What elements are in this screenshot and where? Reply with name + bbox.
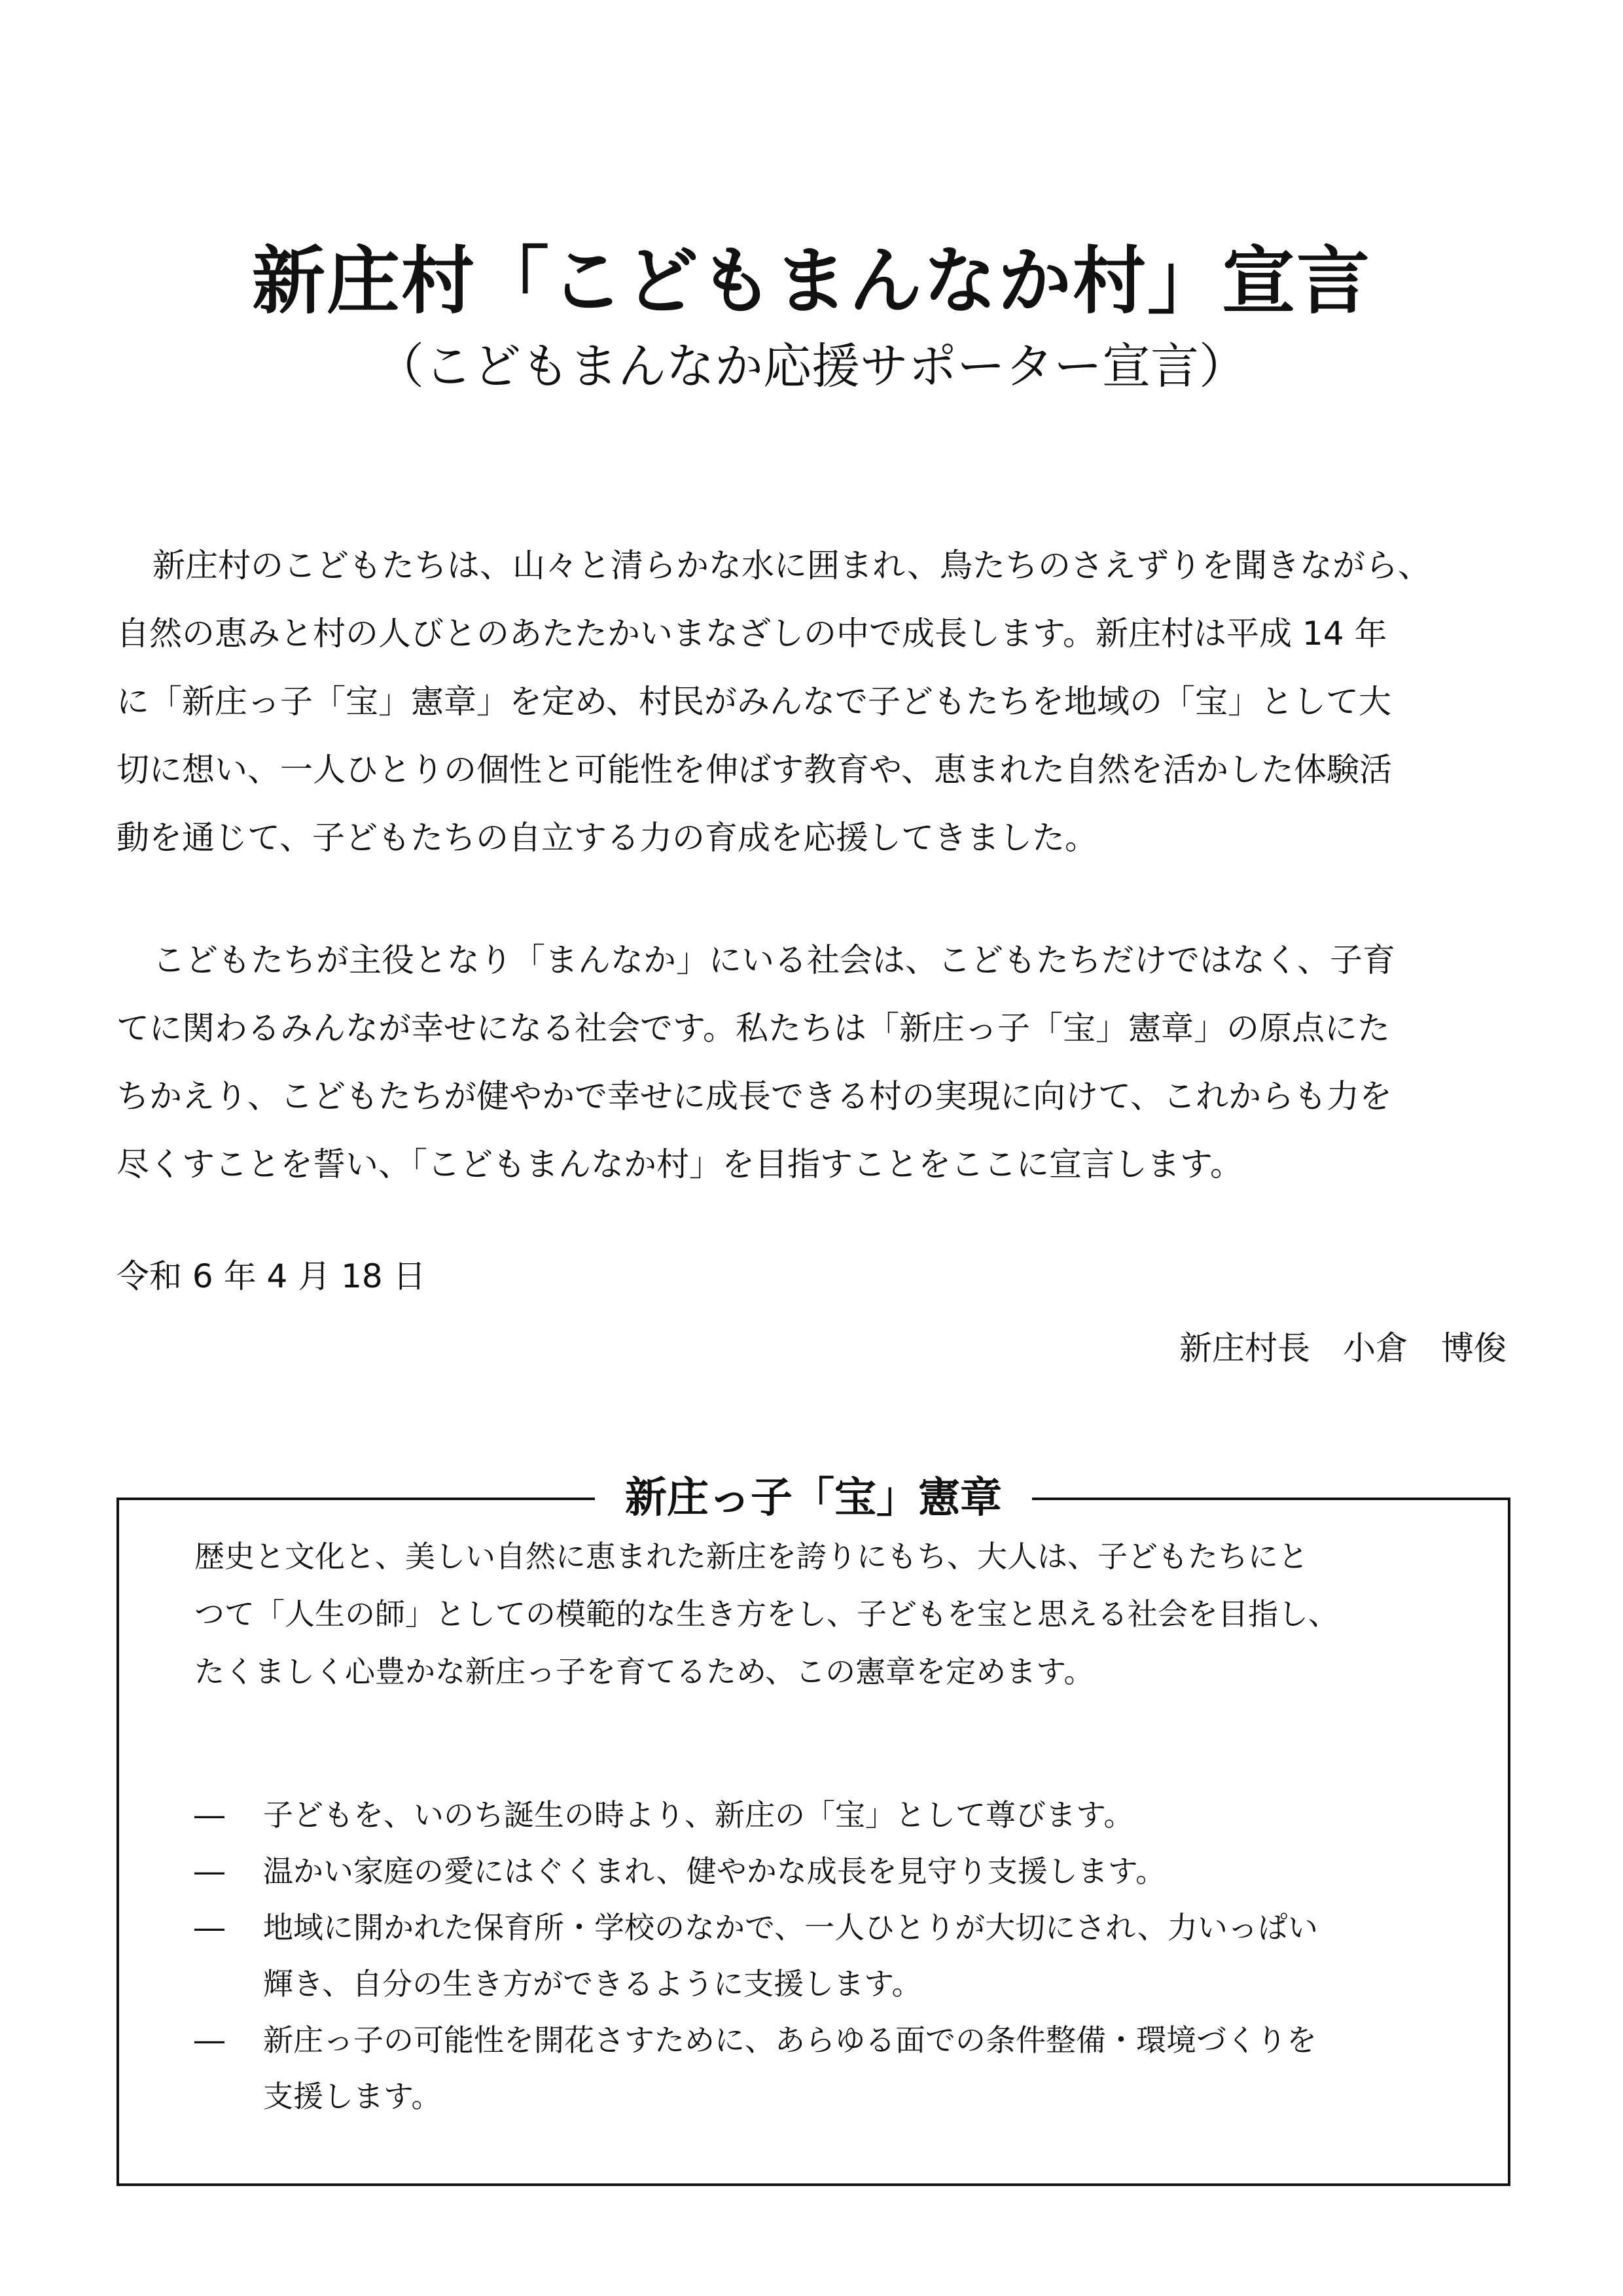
declaration-line: 動を通じて、子どもたちの自立する力の育成を応援してきました。 bbox=[116, 819, 1097, 857]
charter-item bbox=[194, 1787, 1438, 1843]
declaration-paragraph-2 bbox=[116, 926, 1507, 1198]
charter-list bbox=[194, 1787, 1438, 2125]
dash-bullet: ― bbox=[194, 2022, 224, 2058]
charter-intro bbox=[194, 1528, 1438, 1700]
declaration-line: ちかえり、こどもたちが健やかで幸せに成長できる村の実現に向けて、これからも力を bbox=[116, 1077, 1392, 1115]
declaration-line: 新庄村のこどもたちは、山々と清らかな水に囲まれ、鳥たちのさえずりを聞きながら、 bbox=[152, 547, 1431, 584]
charter-item-line: 支援します。 bbox=[263, 2079, 442, 2114]
declaration-line: 尽くすことを誓い、「こどもまんなか村」を目指すことをここに宣言します。 bbox=[116, 1145, 1243, 1183]
dash-bullet: ― bbox=[194, 1854, 224, 1889]
charter-item-line: 子どもを、いのち誕生の時より、新庄の「宝」として尊びます。 bbox=[263, 1797, 1134, 1833]
charter-intro-line: たくましく心豊かな新庄っ子を育てるため、この憲章を定めます。 bbox=[194, 1654, 1094, 1689]
declaration-date: 令和 6 年 4 月 18 日 bbox=[116, 1257, 426, 1295]
charter-item-line: 輝き、自分の生き方ができるように支援します。 bbox=[263, 1966, 922, 2001]
charter-item-line: 地域に開かれた保育所・学校のなかで、一人ひとりが大切にされ、力いっぱい bbox=[263, 1910, 1318, 1945]
charter-item-line: 温かい家庭の愛にはぐくまれ、健やかな成長を見守り支援します。 bbox=[263, 1854, 1166, 1889]
charter-title: 新庄っ子「宝」憲章 bbox=[595, 1462, 1032, 1534]
charter-box bbox=[116, 1474, 1510, 2186]
charter-item bbox=[194, 1899, 1438, 2012]
declaration-line: 自然の恵みと村の人びとのあたたかいまなざしの中で成長します。新庄村は平成 14 年 bbox=[116, 615, 1387, 653]
declaration-line: に「新庄っ子「宝」憲章」を定め、村民がみんなで子どもたちを地域の「宝」として大 bbox=[116, 683, 1391, 721]
charter-intro-line: 歴史と文化と、美しい自然に恵まれた新庄を誇りにもち、大人は、子どもたちにと bbox=[194, 1539, 1308, 1574]
charter-item bbox=[194, 2012, 1438, 2125]
charter-item-line: 新庄っ子の可能性を開花さすために、あらゆる面での条件整備・環境づくりを bbox=[263, 2022, 1317, 2058]
dash-bullet: ― bbox=[194, 1910, 224, 1945]
charter-item bbox=[194, 1843, 1438, 1899]
declaration-paragraph-1 bbox=[116, 531, 1507, 872]
dash-bullet: ― bbox=[194, 1797, 224, 1833]
signature: 新庄村長 小倉 博俊 bbox=[1179, 1329, 1507, 1367]
page-title: 新庄村「こどもまんなか村」宣言 bbox=[252, 239, 1371, 324]
declaration-line: 切に想い、一人ひとりの個性と可能性を伸ばす教育や、恵まれた自然を活かした体験活 bbox=[116, 751, 1392, 789]
declaration-line: こどもたちが主役となり「まんなか」にいる社会は、こどもたちだけではなく、子育 bbox=[152, 941, 1395, 979]
page-subtitle: （こどもまんなか応援サポーター宣言） bbox=[376, 338, 1247, 395]
charter-intro-line: つて「人生の師」としての模範的な生き方をし、子どもを宝と思える社会を目指し、 bbox=[194, 1596, 1338, 1632]
declaration-line: てに関わるみんなが幸せになる社会です。私たちは「新庄っ子「宝」憲章」の原点にた bbox=[116, 1009, 1390, 1047]
